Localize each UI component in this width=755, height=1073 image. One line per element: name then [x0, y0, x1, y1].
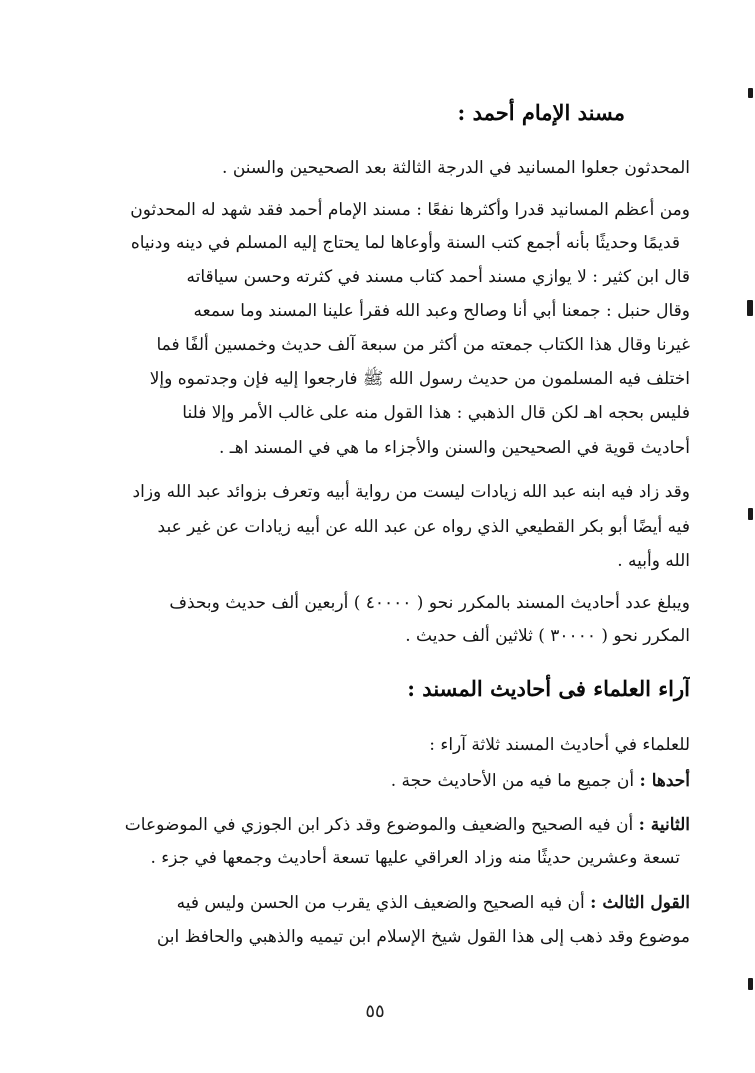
scan-edge-mark — [748, 508, 753, 520]
paragraph-greatest-musnad-line-2: قديمًا وحديثًا بأنه أجمع كتب السنة وأوعاها لما يحتاج إليه المسلم في دينه ودنياه — [130, 233, 680, 253]
opinion-third-text: أن فيه الصحيح والضعيف الذي يقرب من الحسن وليس فيه — [176, 893, 591, 913]
opinion-third-lead: القول الثالث : — [590, 893, 690, 913]
opinion-third — [50, 888, 690, 918]
section-heading-scholars-opinions: آراء العلماء فى أحاديث المسند : — [407, 676, 690, 701]
opinion-second-text: أن فيه الصحيح والضعيف والموضوع وقد ذكر ابن الجوزي في الموضوعات — [124, 815, 639, 835]
page-number: ٥٥ — [365, 1001, 385, 1022]
opinion-second-continuation: تسعة وعشرين حديثًا منه وزاد العراقي عليها تسعة أحاديث وجمعها في جزء . — [150, 848, 680, 868]
paragraph-three-opinions: للعلماء في أحاديث المسند ثلاثة آراء : — [429, 735, 690, 755]
scan-edge-mark — [748, 88, 753, 98]
paragraph-greatest-musnad-line-1: ومن أعظم المسانيد قدرا وأكثرها نفعًا : مسند الإمام أحمد فقد شهد له المحدثون — [130, 200, 690, 220]
paragraph-additions-line-2: فيه أيضًا أبو بكر القطيعي الذي رواه عن عبد الله عن أبيه زيادات عن غير عبد — [157, 517, 690, 537]
paragraph-hadith-count-line-2: المكرر نحو ( ٣٠٠٠٠ ) ثلاثين ألف حديث . — [405, 626, 690, 646]
paragraph-greatest-musnad-line-8: أحاديث قوية في الصحيحين والسنن والأجزاء ما هي في المسند اهـ . — [218, 438, 690, 458]
paragraph-greatest-musnad-line-6: اختلف فيه المسلمون من حديث رسول الله ﷺ فارجعوا إليه فإن وجدتموه وإلا — [149, 369, 690, 389]
paragraph-greatest-musnad-line-7: فليس بحجه اهـ لكن قال الذهبي : هذا القول منه على غالب الأمر وإلا فلنا — [182, 403, 690, 423]
section-heading-musnad-ahmad: مسند الإمام أحمد : — [457, 100, 625, 125]
paragraph-muhaddithun: المحدثون جعلوا المسانيد في الدرجة الثالثة بعد الصحيحين والسنن . — [222, 158, 690, 178]
opinion-first-text: أن جميع ما فيه من الأحاديث حجة . — [390, 771, 640, 791]
opinion-first — [50, 766, 690, 796]
paragraph-greatest-musnad-line-4: وقال حنبل : جمعنا أبي أنا وصالح وعبد الله فقرأ علينا المسند وما سمعه — [193, 301, 690, 321]
opinion-second-lead: الثانية : — [638, 815, 690, 835]
scan-edge-mark — [748, 978, 753, 990]
paragraph-additions-line-3: الله وأبيه . — [617, 551, 690, 571]
opinion-third-continuation: موضوع وقد ذهب إلى هذا القول شيخ الإسلام ابن تيميه والذهبي والحافظ ابن — [156, 927, 690, 947]
paragraph-hadith-count-line-1: ويبلغ عدد أحاديث المسند بالمكرر نحو ( ٤٠٠٠٠ ) أربعين ألف حديث وبحذف — [169, 593, 690, 613]
opinion-first-lead: أحدها : — [639, 771, 690, 791]
paragraph-greatest-musnad-line-5: غيرنا وقال هذا الكتاب جمعته من أكثر من سبعة آلف حديث وخمسين ألفًا فما — [156, 335, 690, 355]
paragraph-additions-line-1: وقد زاد فيه ابنه عبد الله زيادات ليست من رواية أبيه وتعرف بزوائد عبد الله وزاد — [132, 482, 690, 502]
scan-edge-mark — [747, 300, 753, 316]
opinion-second — [50, 810, 690, 840]
paragraph-greatest-musnad-line-3: قال ابن كثير : لا يوازي مسند أحمد كتاب مسند في كثرته وحسن سياقاته — [186, 267, 690, 287]
